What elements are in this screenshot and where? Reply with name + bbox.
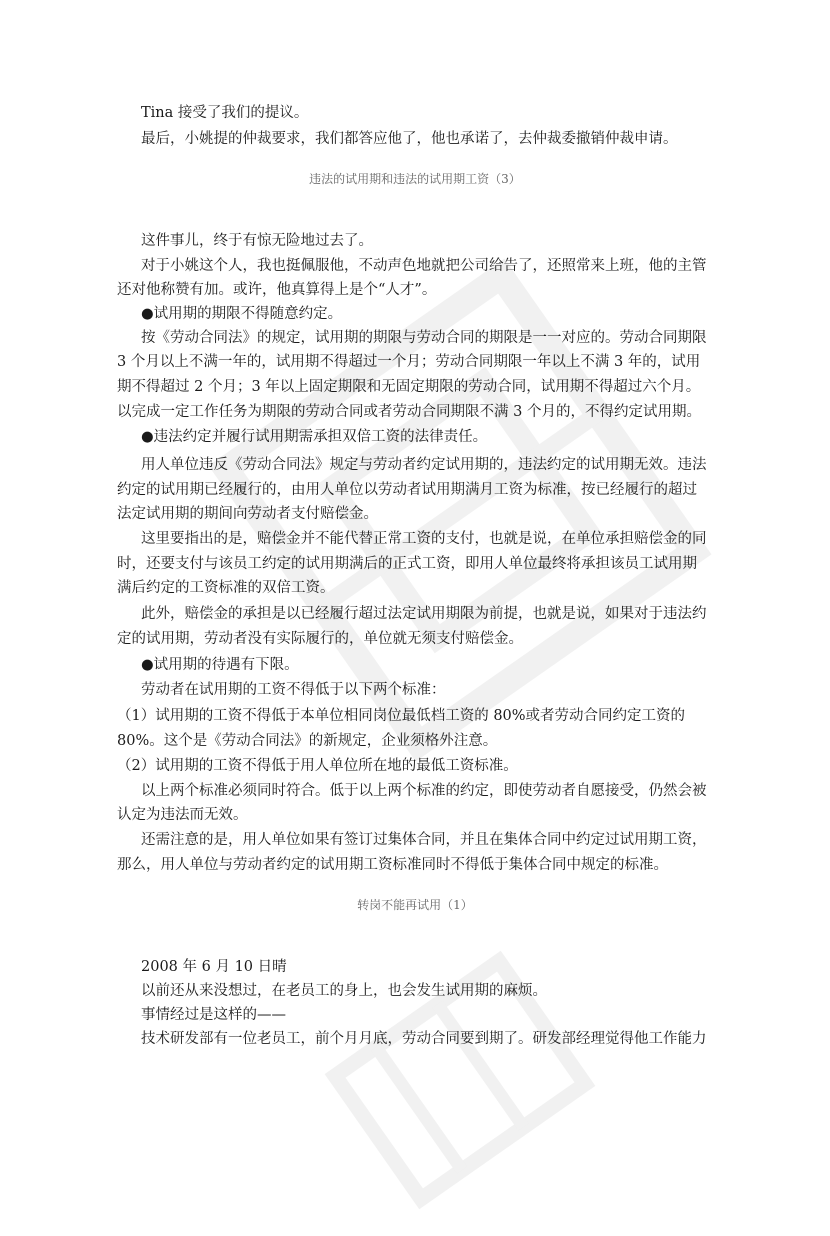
paragraph: 以完成一定工作任务为期限的劳动合同或者劳动合同期限不满 3 个月的，不得约定试用期。 bbox=[117, 404, 701, 420]
paragraph: 这件事儿，终于有惊无险地过去了。 bbox=[141, 233, 373, 249]
paragraph: 这里要指出的是，赔偿金并不能代替正常工资的支付，也就是说，在单位承担赔偿金的同 bbox=[141, 531, 707, 547]
paragraph: 定的试用期，劳动者没有实际履行的，单位就无须支付赔偿金。 bbox=[117, 631, 523, 647]
paragraph: ●试用期的待遇有下限。 bbox=[141, 657, 299, 673]
paragraph: 约定的试用期已经履行的，由用人单位以劳动者试用期满月工资为标准，按已经履行的超过 bbox=[117, 482, 697, 498]
section-heading: 违法的试用期和违法的试用期工资（3） bbox=[309, 172, 521, 186]
paragraph: ●试用期的期限不得随意约定。 bbox=[141, 306, 343, 322]
paragraph: 2008 年 6 月 10 日晴 bbox=[141, 959, 287, 975]
paragraph: Tina 接受了我们的提议。 bbox=[141, 105, 309, 121]
paragraph: 还需注意的是，用人单位如果有签订过集体合同，并且在集体合同中约定过试用期工资， bbox=[141, 832, 707, 848]
paragraph: 还对他称赞有加。或许，他真算得上是个“人才”。 bbox=[117, 282, 437, 298]
paragraph: 最后，小姚提的仲裁要求，我们都答应他了，他也承诺了，去仲裁委撤销仲裁申请。 bbox=[141, 131, 678, 147]
paragraph: ●违法约定并履行试用期需承担双倍工资的法律责任。 bbox=[141, 429, 488, 445]
paragraph: 劳动者在试用期的工资不得低于以下两个标准： bbox=[141, 682, 446, 698]
paragraph: 法定试用期的期间向劳动者支付赔偿金。 bbox=[117, 506, 378, 522]
paragraph: 认定为违法而无效。 bbox=[117, 807, 248, 823]
watermark-logo-bottom bbox=[296, 924, 624, 1236]
paragraph: 期不得超过 2 个月；3 年以上固定期限和无固定期限的劳动合同，试用期不得超过六个月。 bbox=[117, 379, 701, 395]
paragraph: 按《劳动合同法》的规定，试用期的期限与劳动合同的期限是一一对应的。劳动合同期限 bbox=[141, 330, 707, 346]
paragraph: 以上两个标准必须同时符合。低于以上两个标准的约定，即使劳动者自愿接受，仍然会被 bbox=[141, 783, 707, 799]
paragraph: 以前还从来没想过，在老员工的身上，也会发生试用期的麻烦。 bbox=[141, 983, 547, 999]
paragraph: （1）试用期的工资不得低于本单位相同岗位最低档工资的 80%或者劳动合同约定工资的 bbox=[117, 708, 686, 724]
paragraph: 那么，用人单位与劳动者约定的试用期工资标准同时不得低于集体合同中规定的标准。 bbox=[117, 857, 668, 873]
paragraph: 用人单位违反《劳动合同法》规定与劳动者约定试用期的，违法约定的试用期无效。违法 bbox=[141, 457, 707, 473]
paragraph: 事情经过是这样的—— bbox=[141, 1007, 286, 1023]
paragraph: 技术研发部有一位老员工，前个月月底，劳动合同要到期了。研发部经理觉得他工作能力 bbox=[141, 1031, 707, 1047]
paragraph: 80%。这个是《劳动合同法》的新规定，企业须格外注意。 bbox=[117, 733, 498, 749]
paragraph: 对于小姚这个人，我也挺佩服他，不动声色地就把公司给告了，还照常来上班，他的主管 bbox=[141, 258, 707, 274]
paragraph: 3 个月以上不满一年的，试用期不得超过一个月；劳动合同期限一年以上不满 3 年的，试用 bbox=[117, 354, 701, 370]
paragraph: 时，还要支付与该员工约定的试用期满后的正式工资，即用人单位最终将承担该员工试用期 bbox=[117, 556, 697, 572]
section-heading: 转岗不能再试用（1） bbox=[357, 898, 473, 912]
paragraph: 此外，赔偿金的承担是以已经履行超过法定试用期限为前提，也就是说，如果对于违法约 bbox=[141, 606, 707, 622]
paragraph: （2）试用期的工资不得低于用人单位所在地的最低工资标准。 bbox=[117, 758, 518, 774]
paragraph: 满后约定的工资标准的双倍工资。 bbox=[117, 580, 335, 596]
